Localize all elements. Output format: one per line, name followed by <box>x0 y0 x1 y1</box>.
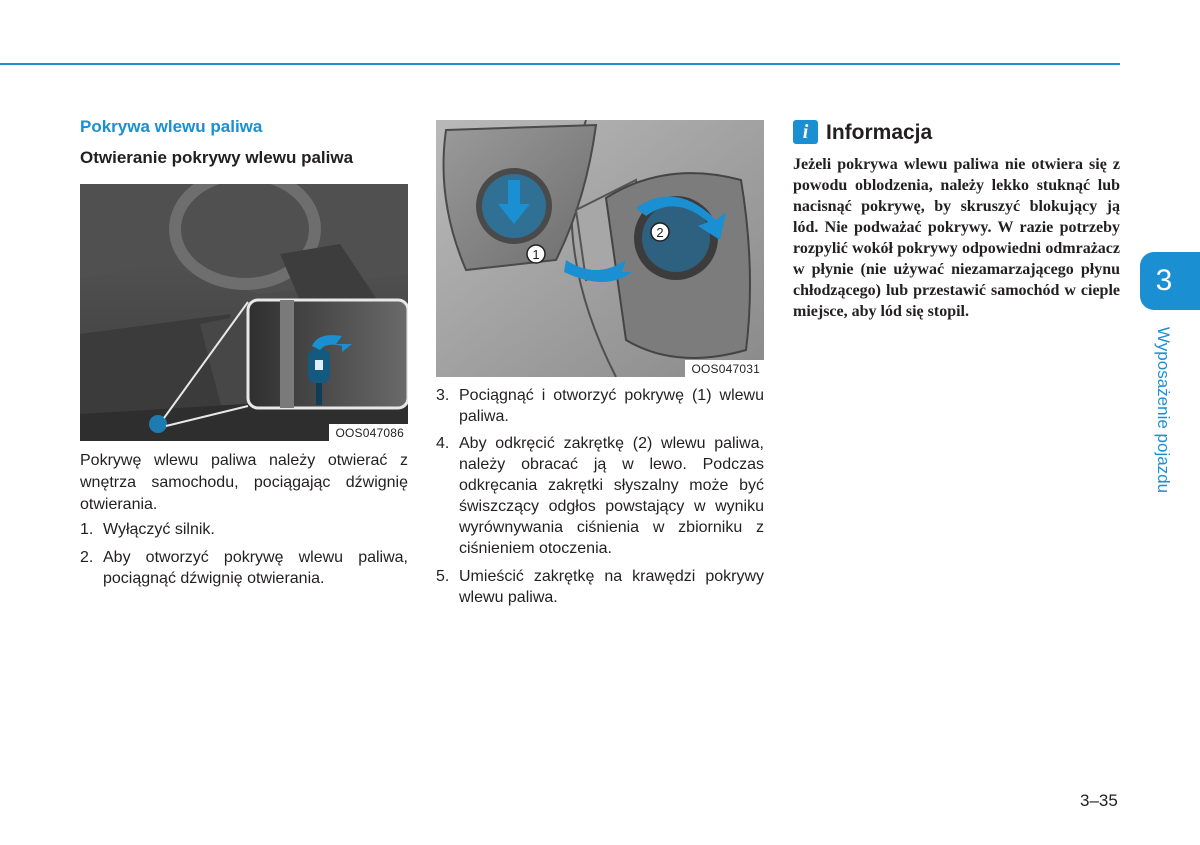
figure-interior-lever <box>80 184 408 441</box>
step-text: Pociągnąć i otworzyć pokrywę (1) wlewu paliwa. <box>459 387 764 425</box>
step-item <box>80 547 408 589</box>
step-item <box>436 385 764 427</box>
figure-label: OOS047031 <box>685 360 764 377</box>
step-item <box>436 433 764 559</box>
step-text: Aby odkręcić zakrętkę (2) wlewu paliwa, należy obracać ją w lewo. Podczas odkręcania zakrętki słyszalny może być świszczący odgłos powstający w wyniku wyrównywania ciśnienia w zbiorniku z ciśnieniem otoczenia. <box>459 435 764 557</box>
subsection-title: Otwieranie pokrywy wlewu paliwa <box>80 148 354 167</box>
section-title: Pokrywa wlewu paliwa <box>80 117 263 136</box>
header-rule <box>0 63 1120 65</box>
info-icon: i <box>793 120 818 144</box>
callout-1: 1 <box>532 247 540 262</box>
interior-illustration <box>80 184 408 441</box>
step-text: Umieścić zakrętkę na krawędzi pokrywy wlewu paliwa. <box>459 568 764 606</box>
chapter-tab <box>1140 252 1200 310</box>
step-number: 2. <box>80 549 94 566</box>
fuel-door-illustration <box>436 120 764 377</box>
chapter-number: 3 <box>1155 264 1173 297</box>
step-text: Wyłączyć silnik. <box>103 521 215 538</box>
step-number: 4. <box>436 435 450 452</box>
info-title: Informacja <box>826 121 933 144</box>
step-text: Aby otworzyć pokrywę wlewu paliwa, pociągnąć dźwignię otwierania. <box>103 549 408 587</box>
figure-label: OOS047086 <box>329 424 408 441</box>
intro-paragraph: Pokrywę wlewu paliwa należy otwierać z wnętrza samochodu, pociągając dźwignię otwierania. <box>80 452 408 513</box>
step-number: 1. <box>80 521 94 538</box>
step-number: 5. <box>436 568 450 585</box>
callout-2: 2 <box>656 225 664 240</box>
figure-fuel-door <box>436 120 764 377</box>
step-number: 3. <box>436 387 450 404</box>
info-text: Jeżeli pokrywa wlewu paliwa nie otwiera się z powodu oblodzenia, należy lekko stuknąć lub nacisnąć pokrywę, by skruszyć blokujący ją lód. Nie podważać pokrywy. W razie potrzeby rozpylić wokół pokrywy odpowiedni odmrażacz w płynie (nie używać niezamarzającego płynu chłodzącego) lub przestawić samochód w cieple miejsce, aby lód się stopil. <box>793 156 1120 320</box>
step-item <box>80 519 408 540</box>
page-number: 3–35 <box>1080 791 1118 810</box>
chapter-name: Wyposażenie pojazdu <box>1154 326 1173 494</box>
step-item <box>436 566 764 608</box>
